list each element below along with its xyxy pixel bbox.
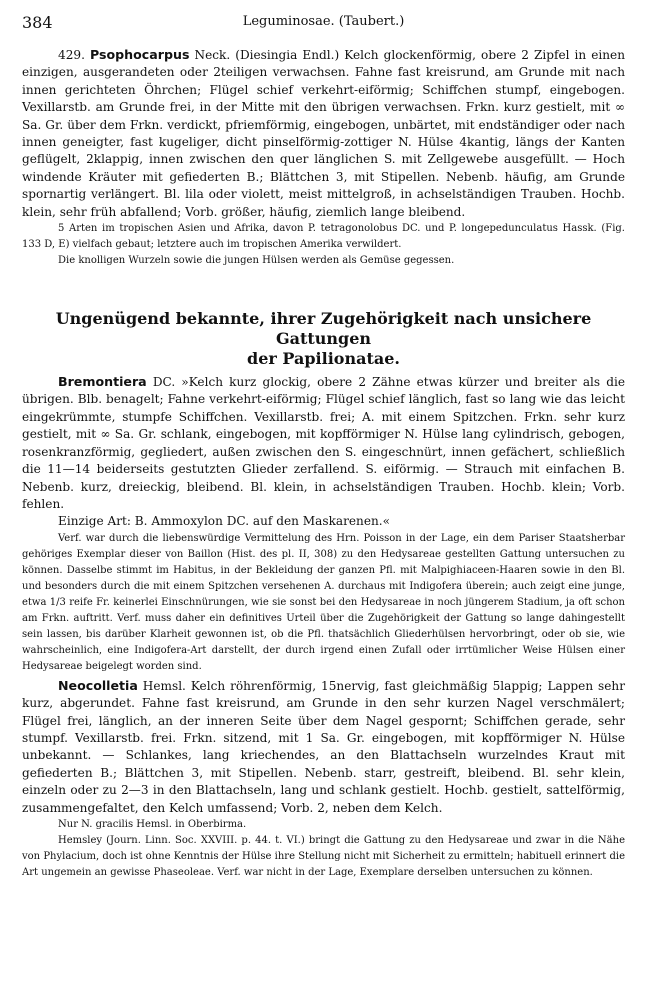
- section-title-line-2: der Papilionatae.: [247, 349, 400, 369]
- genus-text: DC. »Kelch kurz glockig, obere 2 Zähne etwas kürzer und breiter als die übrigen. Blb. benagelt; Fahne verkehrt-eiförmig; Flügel schief länglich, fast so lang wie das leicht eingekrümmte, stumpfe Schiffchen. Vexillarstb. frei; A. mit einem Spitzchen. Frkn. sehr kurz gestielt, mit ∞ Sa. Gr. schlank, eingebogen, mit kopfförmiger N. Hülse lang cylindrisch, gebogen, rosenkranzförmig, gegliedert, außen zwischen den S. eingeschnürt, innen gefächert, schließlich die 11—14 beiderseits gestutzten Glieder zerfallend. S. eiförmig. — Strauch mit einfachen B. Nebenb. kurz, dreieckig, bleibend. Bl. klein, in achselständigen Trauben. Hochb. klein; Vorb. fehlen.: [22, 375, 625, 511]
- bremontiera-species: Einzige Art: B. Ammoxylon DC. auf den Maskarenen.«: [58, 514, 391, 529]
- genus-name: Bremontiera: [58, 374, 147, 390]
- neocolletia-species: Nur N. gracilis Hemsl. in Oberbirma.: [58, 818, 247, 830]
- section-title-line-1: Ungenügend bekannte, ihrer Zugehörigkeit nach unsichere Gattungen: [55, 309, 592, 349]
- genus-name: Neocolletia: [58, 677, 138, 693]
- psophocarpus-species-note: 5 Arten im tropischen Asien und Afrika, davon P. tetragonolobus DC. und P. longepedunculatus Hassk. (Fig. 133 D, E) vielfach gebaut; letztere auch im tropischen Amerika verwildert.: [22, 223, 625, 251]
- page-number: 384: [22, 13, 53, 32]
- genus-text: Neck. (Diesingia Endl.) Kelch glockenförmig, obere 2 Zipfel in einen einzigen, ausgerandeten oder 2teiligen verwachsen. Fahne fast kreisrund, am Grunde mit nach innen gerichteten Öhrchen; Flügel schief verkehrt-eiförmig; Schiffchen stumpf, eingebogen. Vexillarstb. am Grunde frei, in der Mitte mit den übrigen verwachsen. Frkn. kurz gestielt, mit ∞ Sa. Gr. über dem Frkn. verdickt, pfriemförmig, eingebogen, unbärtet, mit endständiger oder nach innen geneigter, fast kugeliger, dicht pinselförmig-zottiger N. Hülse 4kantig, längs der Kanten geflügelt, 2klappig, innen zwischen den quer länglichen S. mit Zellgewebe ausgefüllt. — Hoch windende Kräuter mit gefiederten B.; Blättchen 3, mit Stipellen. Nebenb. häufig, am Grunde spornartig verlängert. Bl. lila oder violett, meist mittelgroß, in achselständigen Trauben. Hochb. klein, sehr früh abfallend; Vorb. größer, häufig, ziemlich lange bleibend.: [22, 48, 625, 219]
- genus-text: Hemsl. Kelch röhrenförmig, 15nervig, fast gleichmäßig 5lappig; Lappen sehr kurz, abgerundet. Fahne fast kreisrund, am Grunde in den sehr kurzen Nagel verschmälert; Flügel frei, länglich, an der inneren Seite über dem Nagel gespornt; Schiffchen gerade, sehr stumpf. Vexillarstb. frei. Frkn. sitzend, mit 1 Sa. Gr. eingebogen, mit kopfförmiger N. Hülse unbekannt. — Schlankes, lang kriechendes, an den Blattachseln wurzelndes Kraut mit gefiederten B.; Blättchen 3, mit Stipellen. Nebenb. starr, gestreift, bleibend. Bl. sehr klein, einzeln oder zu 2—3 in den Blattachseln, lang und schlank gestielt. Hochb. gestielt, sattelförmig, zusammengefaltet, den Kelch umfassend; Vorb. 2, neben dem Kelch.: [22, 678, 625, 815]
- genus-number: 429.: [58, 48, 85, 62]
- psophocarpus-usage-note: Die knolligen Wurzeln sowie die jungen Hülsen werden als Gemüse gegessen.: [58, 255, 455, 267]
- bremontiera-description: [22, 373, 625, 513]
- section-spacer: [22, 269, 625, 309]
- neocolletia-note: Hemsley (Journ. Linn. Soc. XXVIII. p. 44. t. VI.) bringt die Gattung zu den Hedysareae und zwar in die Nähe von Phylacium, doch ist ohne Kenntnis der Hülse ihre Stellung nicht mit Sicherheit zu ermitteln; habituell erinnert die Art ungemein an gewisse Phaseoleae. Verf. war nicht in der Lage, Exemplare derselben untersuchen zu können.: [22, 834, 625, 878]
- page-header: [22, 13, 625, 33]
- neocolletia-description: [22, 677, 625, 817]
- genus-name: Psophocarpus: [90, 47, 190, 62]
- page-body: [22, 46, 625, 881]
- bremontiera-note: Verf. war durch die liebenswürdige Vermittelung des Hrn. Poisson in der Lage, ein dem Pariser Staatsherbar gehöriges Exemplar dieser von Baillon (Hist. des pl. II, 308) zu den Hedysareae gestellten Gattung untersuchen zu können. Dasselbe stimmt im Habitus, in der Bekleidung der ganzen Pfl. mit Malpighiaceen-Haaren sowie in den Bl. und besonders durch die mit einem Spitzchen versehenen A. durchaus mit Indigofera überein; auch zeigt eine junge, etwa 1/3 reife Fr. keinerlei Einschnürungen, wie sie sonst bei den Hedysareae in noch jüngerem Stadium, ja oft schon am Frkn. auftritt. Verf. muss daher ein definitives Urteil über die Zugehörigkeit der Gattung so lange dahingestellt sein lassen, bis darüber Klarheit gewonnen ist, ob die Pfl. thatsächlich Gliederhülsen hervorbringt, oder ob sie, wie wahrscheinlich, eine Indigofera-Art darstellt, der durch irgend einen Zufall oder irrtümlicher Weise Hülsen einer Hedysareae beigelegt worden sind.: [22, 532, 625, 672]
- running-head: Leguminosae. (Taubert.): [242, 14, 405, 29]
- psophocarpus-description: [22, 46, 625, 221]
